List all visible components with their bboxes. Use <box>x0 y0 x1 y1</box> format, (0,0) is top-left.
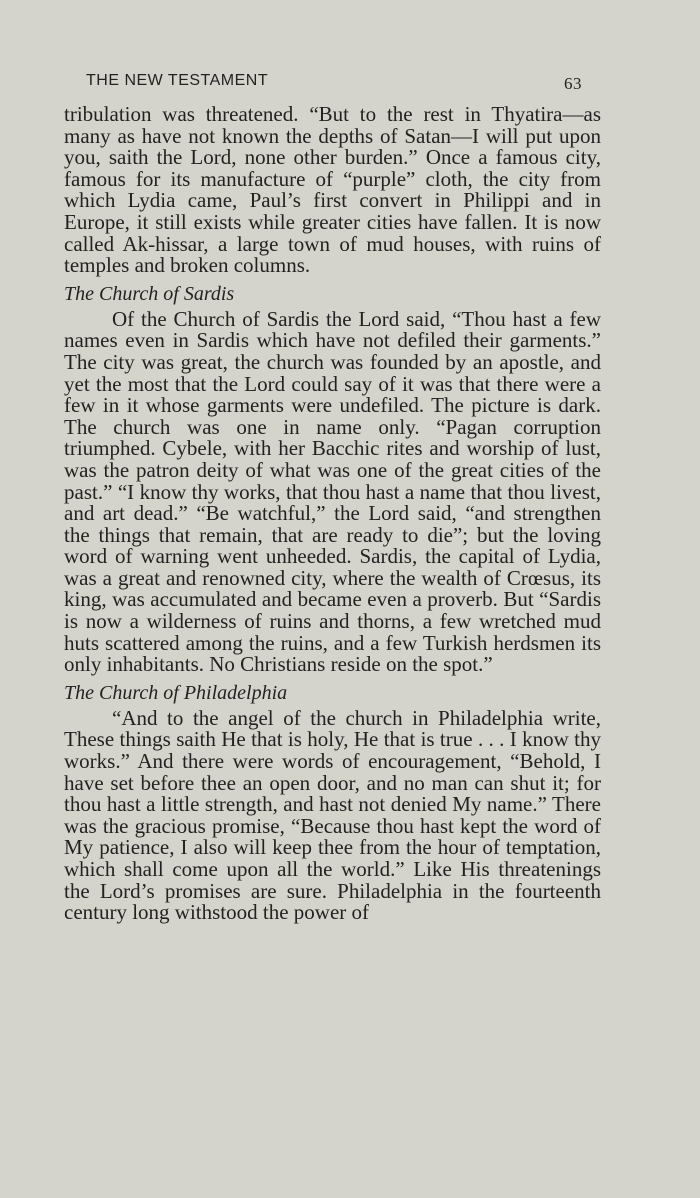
section-heading-sardis: The Church of Sardis <box>64 282 235 305</box>
paragraph-sardis: Of the Church of Sardis the Lord said, “Thou hast a few names even in Sardis which have not defiled their garments.” The city was great, the church was founded by an apostle, and yet the most that the Lord could say of it was that there were a few in it whose garments were undefiled. The picture is dark. The church was one in name only. “Pagan corruption triumphed. Cybele, with her Bacchic rites and worship of lust, was the patron deity of what was one of the great cities of the past.” “I know thy works, that thou hast a name that thou livest, and art dead.” “Be watchful,” the Lord said, “and strengthen the things that remain, that are ready to die”; but the loving word of warning went unheeded. Sardis, the capital of Lydia, was a great and renowned city, where the wealth of Crœsus, its king, was accumulated and became even a proverb. But “Sardis is now a wilderness of ruins and thorns, a few wretched mud huts scattered among the ruins, and a few Turkish herdsmen its only inhabitants. No Christians reside on the spot.” <box>64 306 601 677</box>
paragraph-thyatira: tribulation was threatened. “But to the rest in Thyatira—as many as have not known the depths of Satan—I will put upon you, saith the Lord, none other burden.” Once a famous city, famous for its manufacture of “purple” cloth, the city from which Lydia came, Paul’s first convert in Philippi and in Europe, it still exists while greater cities have fallen. It is now called Ak-hissar, a large town of mud houses, with ruins of temples and broken columns. <box>64 102 601 278</box>
running-title: THE NEW TESTAMENT <box>86 72 269 89</box>
paragraph-philadelphia: “And to the angel of the church in Philadelphia write, These things saith He that is holy, He that is true . . . I know thy works.” And there were words of encouragement, “Behold, I have set before thee an open door, and no man can shut it; for thou hast a little strength, and hast not denied My name.” There was the gracious promise, “Because thou hast kept the word of My patience, I also will keep thee from the hour of temptation, which shall come upon all the world.” Like His threatenings the Lord’s promises are sure. Philadelphia in the fourteenth century long withstood the power of <box>64 705 601 925</box>
page-body <box>64 104 601 924</box>
page-number: 63 <box>564 74 582 93</box>
section-heading-philadelphia: The Church of Philadelphia <box>64 681 288 704</box>
